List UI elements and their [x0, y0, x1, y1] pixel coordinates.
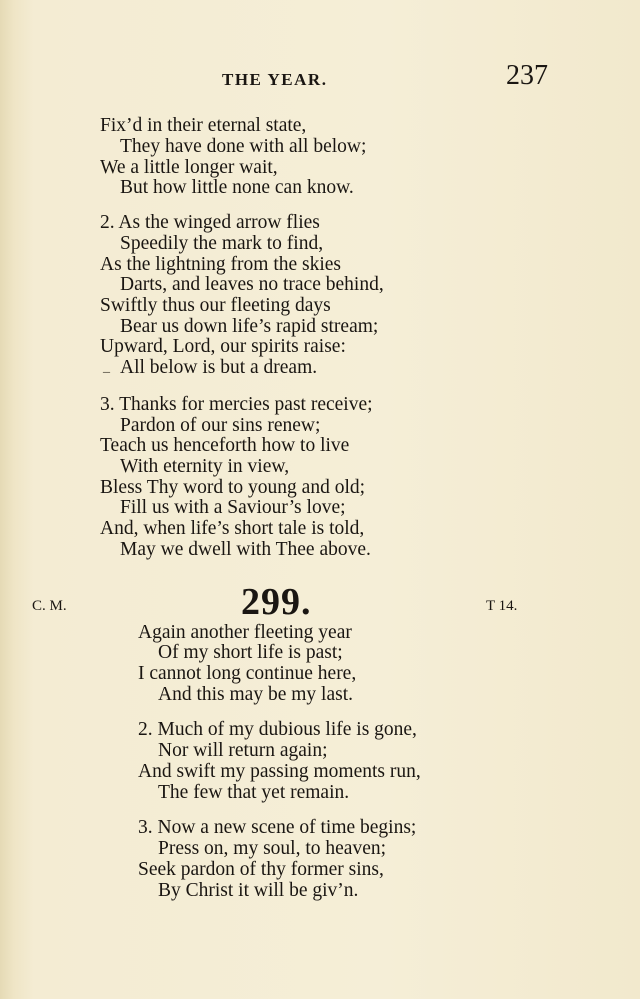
running-title: THE YEAR. [222, 70, 328, 89]
verse-line: By Christ it will be giv’n. [158, 880, 359, 901]
hymn-tune: T 14. [486, 598, 518, 614]
verse-line: And swift my passing moments run, [138, 761, 421, 782]
page-number: 237 [506, 60, 548, 91]
verse-line: Bear us down life’s rapid stream; [120, 316, 379, 337]
verse-line: Speedily the mark to find, [120, 233, 324, 254]
verse-line: Darts, and leaves no trace behind, [120, 274, 384, 295]
print-speck: _ [103, 360, 110, 375]
verse-line: We a little longer wait, [100, 157, 278, 178]
verse-line: Swiftly thus our fleeting days [100, 295, 331, 316]
verse-line: As the lightning from the skies [100, 254, 342, 275]
verse-line: 3. Now a new scene of time begins; [138, 817, 417, 838]
verse-line: All below is but a dream. [120, 357, 318, 378]
verse-line: And this may be my last. [158, 684, 353, 705]
hymn-number: 299. [241, 581, 312, 623]
verse-line: May we dwell with Thee above. [120, 539, 371, 560]
verse-line: Of my short life is past; [158, 642, 343, 663]
verse-line: Press on, my soul, to heaven; [158, 838, 387, 859]
verse-line: With eternity in view, [120, 456, 290, 477]
verse-line: Fix’d in their eternal state, [100, 115, 307, 136]
verse-line: 2. Much of my dubious life is gone, [138, 719, 417, 740]
verse-line: Again another fleeting year [138, 622, 352, 643]
verse-line: They have done with all below; [120, 136, 367, 157]
hymn-meter: C. M. [32, 598, 67, 614]
verse-line: 2. As the winged arrow flies [100, 212, 320, 233]
verse-line: Seek pardon of thy former sins, [138, 859, 384, 880]
verse-line: The few that yet remain. [158, 782, 350, 803]
verse-line: Fill us with a Saviour’s love; [120, 497, 346, 518]
verse-line: Bless Thy word to young and old; [100, 477, 366, 498]
verse-line: But how little none can know. [120, 177, 354, 198]
verse-line: Upward, Lord, our spirits raise: [100, 336, 346, 357]
verse-line: I cannot long continue here, [138, 663, 357, 684]
verse-line: 3. Thanks for mercies past receive; [100, 394, 373, 415]
verse-line: Teach us henceforth how to live [100, 435, 350, 456]
verse-line: And, when life’s short tale is told, [100, 518, 365, 539]
verse-line: Nor will return again; [158, 740, 328, 761]
verse-line: Pardon of our sins renew; [120, 415, 321, 436]
